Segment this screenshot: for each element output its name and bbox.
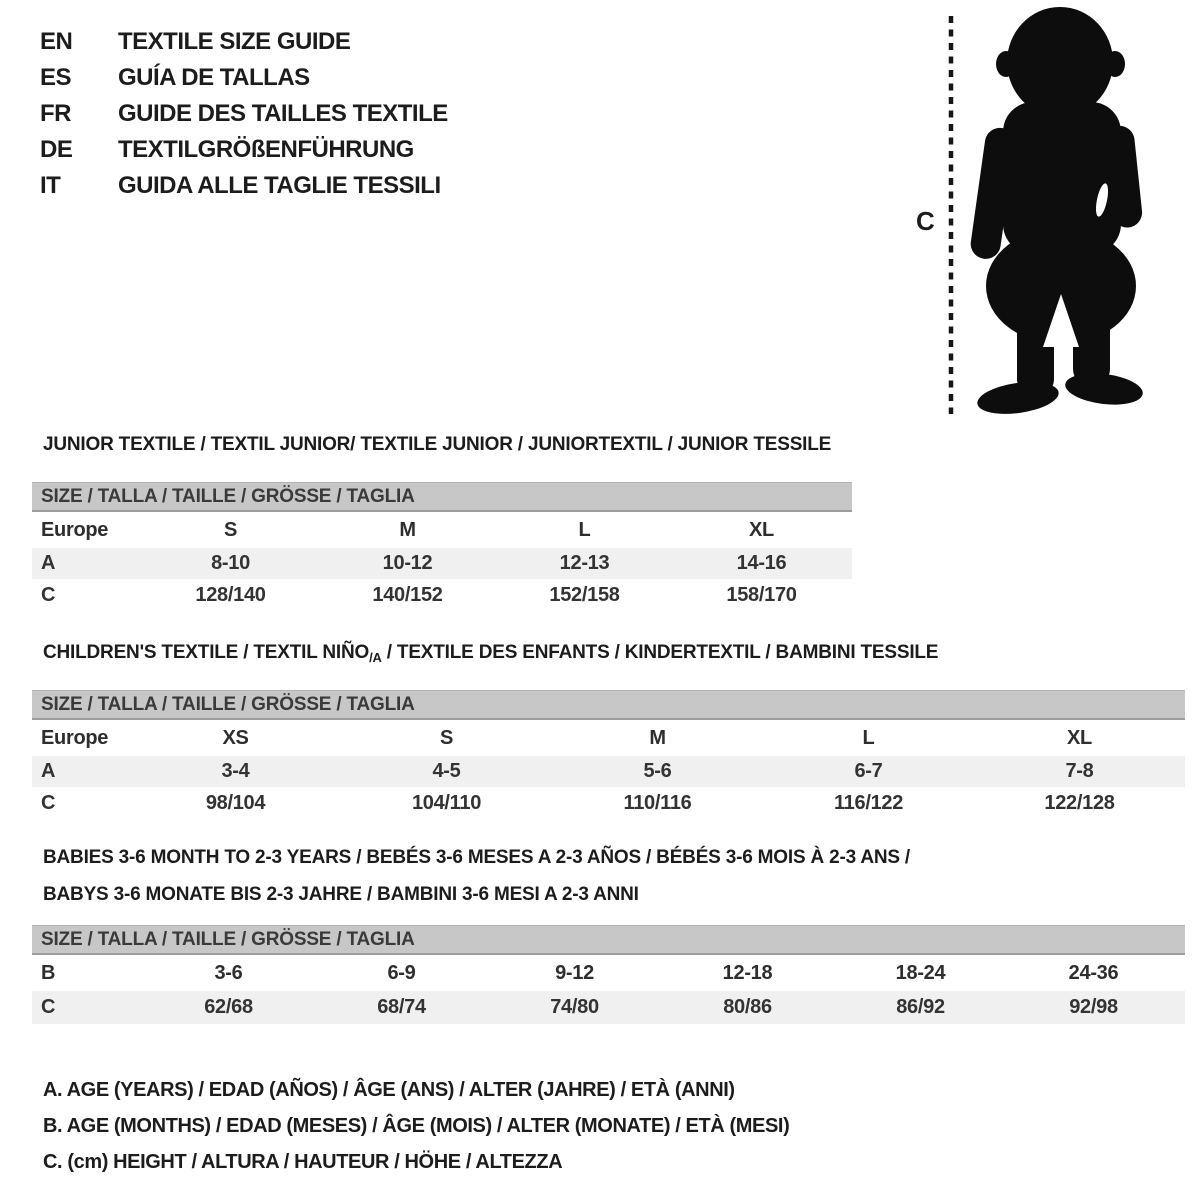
height-measure-figure xyxy=(900,0,1170,430)
table-cell: 9-12 xyxy=(555,961,594,984)
legend-line-a: A. AGE (YEARS) / EDAD (AÑOS) / ÂGE (ANS) / ALTER (JAHRE) / ETÀ (ANNI) xyxy=(43,1079,735,1101)
guide-title: GUIDA ALLE TAGLIE TESSILI xyxy=(118,172,441,199)
language-code: IT xyxy=(40,172,61,199)
toddler-silhouette-icon xyxy=(900,0,1170,430)
language-code: ES xyxy=(40,64,72,91)
table-cell: 80/86 xyxy=(723,996,772,1018)
guide-title: GUÍA DE TALLAS xyxy=(118,64,310,91)
language-row-en xyxy=(40,24,448,60)
title-text: / TEXTILE DES ENFANTS / KINDERTEXTIL / BAMBINI TESSILE xyxy=(381,642,939,663)
column-header: L xyxy=(578,518,591,541)
legend-line-c: C. (cm) HEIGHT / ALTURA / HAUTEUR / HÖHE / ALTEZZA xyxy=(43,1151,563,1173)
table-cell: 12-18 xyxy=(722,961,773,984)
title-subscript: /A xyxy=(369,650,382,665)
language-row-it xyxy=(40,168,448,204)
language-title-list xyxy=(40,24,448,204)
row-label: C xyxy=(41,584,56,606)
language-code: DE xyxy=(40,136,73,163)
babies-section-title-line1: BABIES 3-6 MONTH TO 2-3 YEARS / BEBÉS 3-6 MESES A 2-3 AÑOS / BÉBÉS 3-6 MOIS À 2-3 ANS / xyxy=(43,847,911,868)
babies-section-title-line2: BABYS 3-6 MONATE BIS 2-3 JAHRE / BAMBINI 3-6 MESI A 2-3 ANNI xyxy=(43,884,639,905)
table-cell: 7-8 xyxy=(1065,760,1094,782)
babies-size-table xyxy=(32,925,1185,1024)
junior-textile-section xyxy=(32,434,852,614)
column-header: XL xyxy=(1067,726,1092,749)
language-row-es xyxy=(40,60,448,96)
table-cell: 10-12 xyxy=(382,552,433,574)
table-cell: 86/92 xyxy=(896,996,945,1018)
children-size-table xyxy=(32,690,1185,820)
size-table-header: SIZE / TALLA / TAILLE / GRÖSSE / TAGLIA xyxy=(32,482,852,512)
row-label: B xyxy=(41,961,56,984)
table-cell: 92/98 xyxy=(1069,996,1118,1018)
measurement-legend xyxy=(43,1072,789,1180)
row-label: C xyxy=(41,792,56,814)
table-row xyxy=(32,756,1185,787)
table-cell: 3-6 xyxy=(214,961,243,984)
column-header: M xyxy=(649,726,666,749)
table-cell: 158/170 xyxy=(726,584,797,606)
table-cell: 68/74 xyxy=(377,996,426,1018)
table-row xyxy=(32,512,852,548)
junior-section-title: JUNIOR TEXTILE / TEXTIL JUNIOR/ TEXTILE JUNIOR / JUNIORTEXTIL / JUNIOR TESSILE xyxy=(43,434,832,455)
measure-label-c: C xyxy=(916,206,935,236)
table-cell: 62/68 xyxy=(204,996,253,1018)
language-code: FR xyxy=(40,100,71,127)
guide-title: GUIDE DES TAILLES TEXTILE xyxy=(118,100,448,127)
children-textile-section xyxy=(32,642,1185,822)
table-cell: 3-4 xyxy=(221,760,250,782)
title-text: CHILDREN'S TEXTILE / TEXTIL NIÑO xyxy=(43,642,370,663)
row-label: A xyxy=(41,760,56,782)
table-cell: 152/158 xyxy=(549,584,620,606)
guide-title: TEXTILE SIZE GUIDE xyxy=(118,28,351,55)
table-row xyxy=(32,579,852,612)
row-label: A xyxy=(41,552,56,574)
table-cell: 18-24 xyxy=(895,961,946,984)
language-row-de xyxy=(40,132,448,168)
table-cell: 122/128 xyxy=(1044,792,1115,814)
table-cell: 6-7 xyxy=(854,760,883,782)
table-row xyxy=(32,955,1185,991)
size-table-header: SIZE / TALLA / TAILLE / GRÖSSE / TAGLIA xyxy=(32,690,1185,720)
junior-size-table xyxy=(32,482,852,612)
table-cell: 6-9 xyxy=(387,961,416,984)
table-cell: 74/80 xyxy=(550,996,599,1018)
table-cell: 4-5 xyxy=(432,760,461,782)
guide-title: TEXTILGRÖßENFÜHRUNG xyxy=(118,136,414,163)
table-cell: 140/152 xyxy=(372,584,443,606)
language-row-fr xyxy=(40,96,448,132)
column-label: Europe xyxy=(41,726,109,749)
table-cell: 98/104 xyxy=(205,792,266,814)
row-label: C xyxy=(41,996,56,1018)
column-header: XS xyxy=(222,726,249,749)
size-table-header: SIZE / TALLA / TAILLE / GRÖSSE / TAGLIA xyxy=(32,925,1185,955)
column-label: Europe xyxy=(41,518,109,541)
babies-textile-section xyxy=(32,847,1185,1027)
table-cell: 8-10 xyxy=(211,552,250,574)
children-section-title xyxy=(43,642,1185,665)
table-cell: 24-36 xyxy=(1068,961,1119,984)
table-row xyxy=(32,991,1185,1024)
column-header: L xyxy=(862,726,875,749)
table-cell: 14-16 xyxy=(736,552,787,574)
column-header: M xyxy=(399,518,416,541)
table-cell: 12-13 xyxy=(559,552,610,574)
column-header: S xyxy=(439,726,454,749)
table-cell: 116/122 xyxy=(833,792,904,814)
table-row xyxy=(32,720,1185,756)
table-row xyxy=(32,548,852,579)
table-cell: 110/116 xyxy=(623,792,692,814)
legend-line-b: B. AGE (MONTHS) / EDAD (MESES) / ÂGE (MOIS) / ALTER (MONATE) / ETÀ (MESI) xyxy=(43,1115,790,1137)
language-code: EN xyxy=(40,28,73,55)
column-header: S xyxy=(223,518,238,541)
table-cell: 5-6 xyxy=(643,760,672,782)
table-cell: 104/110 xyxy=(411,792,482,814)
column-header: XL xyxy=(749,518,774,541)
table-cell: 128/140 xyxy=(195,584,266,606)
table-row xyxy=(32,787,1185,820)
